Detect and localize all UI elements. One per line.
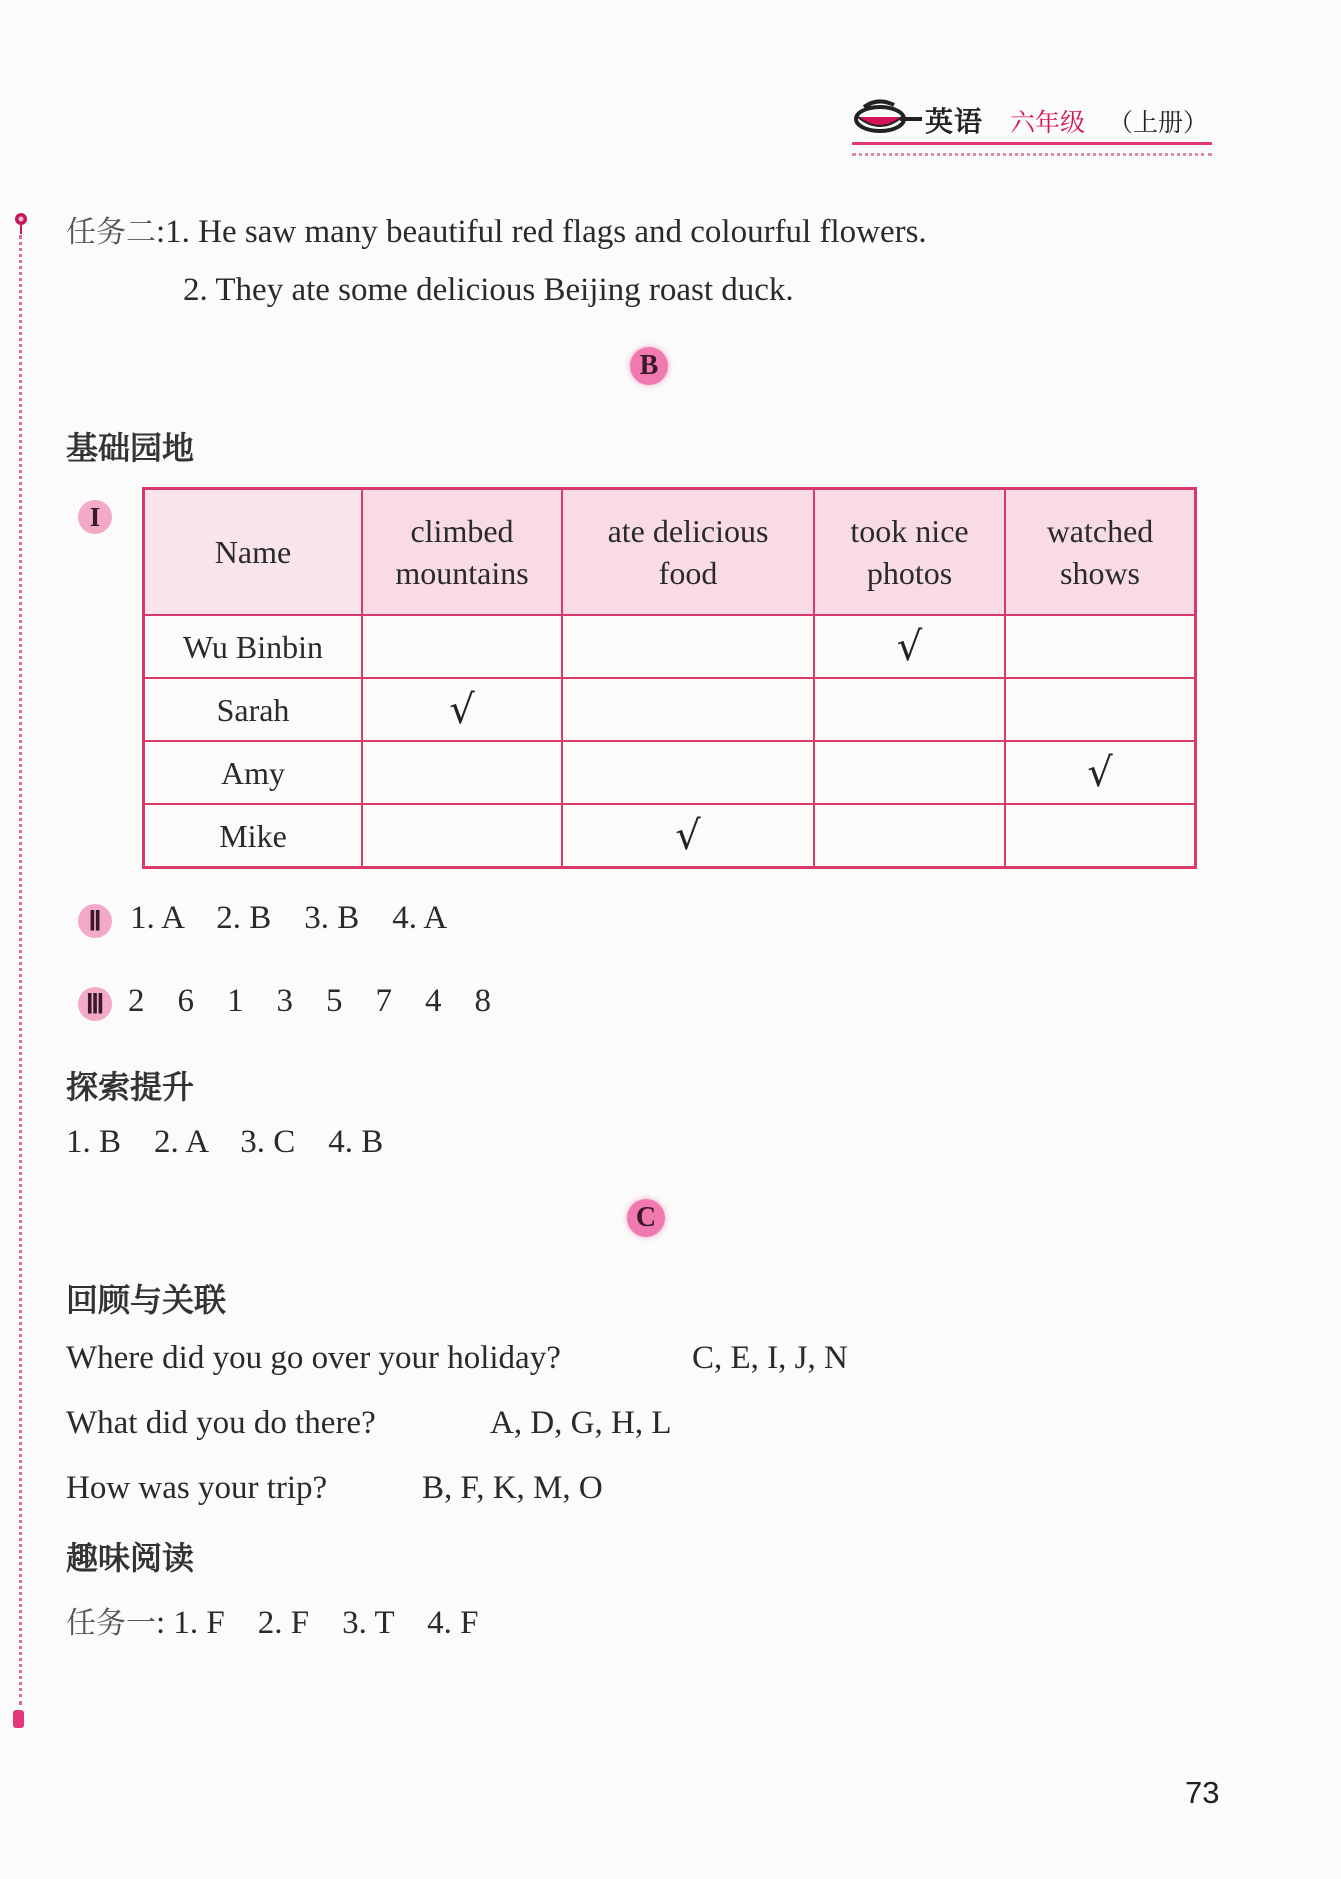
part1-badge: I [78,500,112,534]
table-header-climbed: climbed mountains [362,489,562,616]
explore-answers: 1. B 2. A 3. C 4. B [66,1124,384,1160]
check-cell [1005,804,1196,868]
table-header-ate: ate delicious food [562,489,814,616]
check-cell [562,615,814,678]
table-header-row [144,489,1196,616]
task2-answer2: 2. They ate some delicious Beijing roast duck. [183,272,794,308]
check-cell [362,615,562,678]
flower-icon [13,212,29,234]
table-row [144,804,1196,868]
row-name: Mike [144,804,363,868]
task2-line1 [66,207,927,251]
check-cell: √ [1005,741,1196,804]
check-cell [362,804,562,868]
row-name: Wu Binbin [144,615,363,678]
check-cell [362,741,562,804]
check-cell [1005,615,1196,678]
part3-answers: 2 6 1 3 5 7 4 8 [128,983,491,1019]
review-heading: 回顾与关联 [66,1281,227,1319]
task1-answers: : 1. F 2. F 3. T 4. F [156,1605,479,1641]
header-grade: 六年级 [1010,108,1086,137]
check-cell [1005,678,1196,741]
review-answer-2: A, D, G, H, L [490,1405,672,1441]
logo-icon [850,95,922,137]
review-question-3: How was your trip? [66,1470,328,1506]
table-row [144,615,1196,678]
section-c-badge: C [627,1199,665,1237]
part2-answers: 1. A 2. B 3. B 4. A [130,900,448,936]
section-b-badge: B [630,347,668,385]
part3-badge: Ⅲ [78,987,112,1021]
check-cell [814,678,1005,741]
basic-heading: 基础园地 [66,429,195,467]
header-divider [852,142,1212,145]
table-header-shows: watched shows [1005,489,1196,616]
row-name: Amy [144,741,363,804]
page-number: 73 [1185,1775,1220,1810]
margin-end-marker [13,1710,24,1728]
review-question-2: What did you do there? [66,1405,376,1441]
header-dotted-divider [852,153,1212,156]
review-answer-1: C, E, I, J, N [692,1340,848,1376]
check-cell [562,678,814,741]
check-cell [562,741,814,804]
activity-table [142,487,1197,869]
margin-dotted-line [19,235,22,1705]
table-row [144,741,1196,804]
check-cell [814,741,1005,804]
check-cell: √ [814,615,1005,678]
table-header-photos: took nice photos [814,489,1005,616]
table-header-name: Name [144,489,363,616]
review-answer-3: B, F, K, M, O [422,1470,603,1506]
part2-badge: Ⅱ [78,904,112,938]
explore-heading: 探索提升 [66,1068,195,1106]
table-row [144,678,1196,741]
row-name: Sarah [144,678,363,741]
review-question-1: Where did you go over your holiday? [66,1340,561,1376]
header-volume: （上册） [1108,108,1209,137]
check-cell [814,804,1005,868]
task2-answer1: :1. He saw many beautiful red flags and colourful flowers. [156,214,927,250]
task1-line [66,1598,478,1642]
task1-label: 任务一 [66,1606,156,1641]
task2-label: 任务二 [66,215,156,250]
check-cell: √ [362,678,562,741]
header-subject: 英语 [925,105,984,138]
check-cell: √ [562,804,814,868]
reading-heading: 趣味阅读 [66,1539,195,1577]
